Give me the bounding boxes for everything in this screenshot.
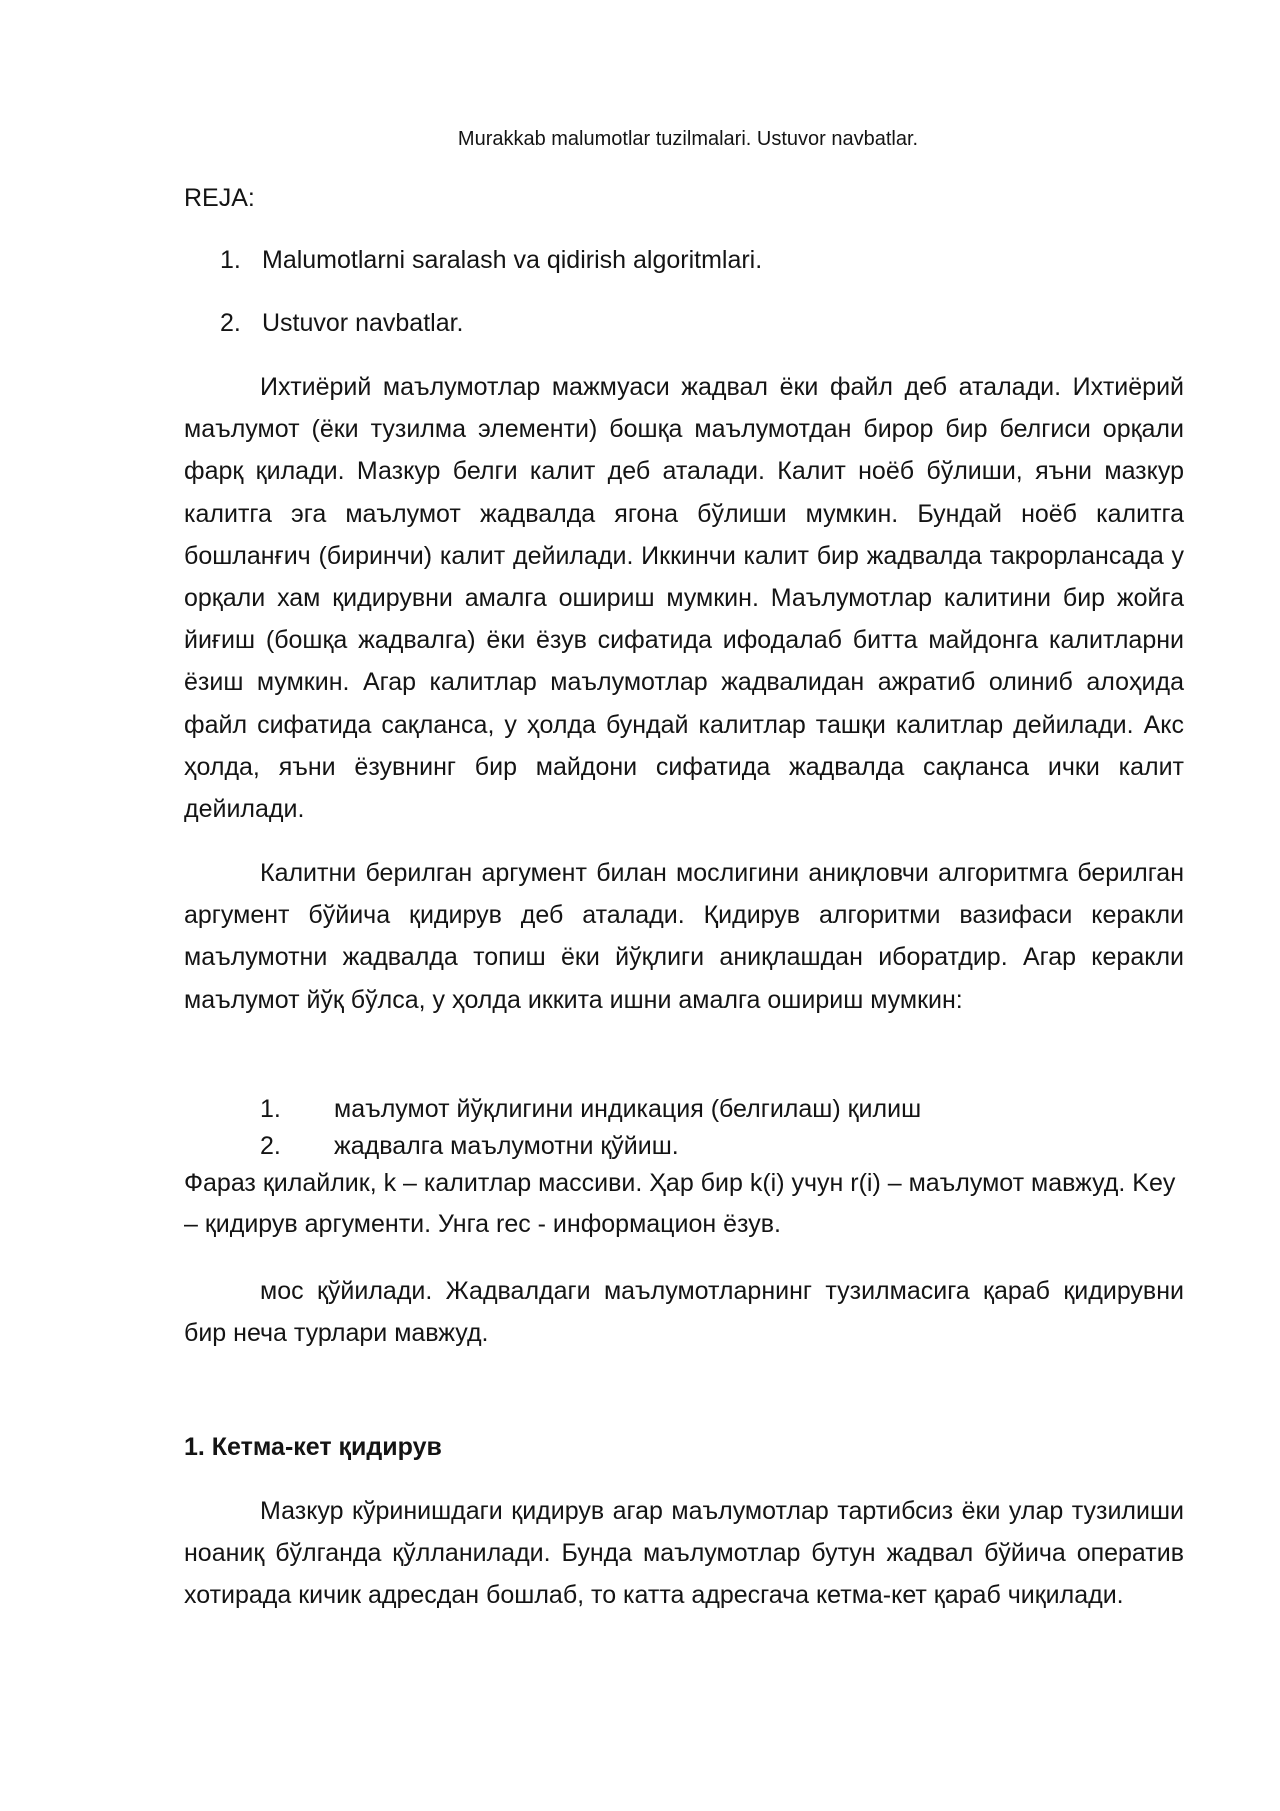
plan-item-text: Ustuvor navbatlar. — [262, 309, 464, 337]
action-item-text: маълумот йўқлигини индикация (белгилаш) қилиш — [334, 1095, 922, 1123]
plan-item-number: 2. — [220, 309, 241, 337]
paragraph-search-definition — [184, 852, 1184, 1021]
action-item-number: 2. — [260, 1132, 281, 1160]
paragraph-search-types — [184, 1270, 1184, 1354]
plan-item-text: Malumotlarni saralash va qidirish algoritmlari. — [262, 246, 763, 274]
section-heading: 1. Кетма-кет қидирув — [184, 1433, 442, 1461]
action-item-number: 1. — [260, 1095, 281, 1123]
plan-item-number: 1. — [220, 246, 241, 274]
action-item-text: жадвалга маълумотни қўйиш. — [334, 1132, 679, 1160]
plan-label: REJA: — [184, 184, 255, 212]
document-title: Murakkab malumotlar tuzilmalari. Ustuvor navbatlar. — [457, 128, 919, 150]
paragraph-search-types-text: мос қўйилади. Жадвалдаги маълумотларнинг тузилмасига қараб қидирувни бир неча турлари мавжуд. — [184, 1277, 1184, 1347]
paragraph-sequential-search — [184, 1490, 1184, 1617]
paragraph-keys — [184, 366, 1184, 830]
paragraph-search-definition-text: Калитни берилган аргумент билан мослигини аниқловчи алгоритмга берилган аргумент бўйича қидирув деб аталади. Қидирув алгоритми вазифаси керакли маълумотни жадвалда топиш ёки йўқлиги аниқлашдан иборатдир. Агар керакли маълумот йўқ бўлса, у ҳолда иккита ишни амалга ошириш мумкин: — [184, 859, 1184, 1014]
paragraph-assumption: Фараз қилайлик, k – калитлар массиви. Ҳар бир k(i) учун r(i) – маълумот мавжуд. Key – қидирув аргументи. Унга rec - информацион ёзув. — [184, 1169, 1176, 1238]
paragraph-sequential-search-text: Мазкур кўринишдаги қидирув агар маълумотлар тартибсиз ёки улар тузилиши ноаниқ бўлганда қўлланилади. Бунда маълумотлар бутун жадвал бўйича оператив хотирада кичик адресдан бошлаб, то катта адресгача кетма-кет қараб чиқилади. — [184, 1497, 1184, 1610]
paragraph-keys-text: Ихтиёрий маълумотлар мажмуаси жадвал ёки файл деб аталади. Ихтиёрий маълумот (ёки тузилма элементи) бошқа маълумотдан бирор бир белгиси орқали фарқ қилади. Мазкур белги калит деб аталади. Калит ноёб бўлиши, яъни мазкур калитга эга маълумот жадвалда ягона бўлиши мумкин. Бундай ноёб калитга бошланғич (биринчи) калит дейилади. Иккинчи калит бир жадвалда такрорлансада у орқали хам қидирувни амалга ошириш мумкин. Маълумотлар калитини бир жойга йиғиш (бошқа жадвалга) ёки ёзув сифатида ифодалаб битта майдонга калитларни ёзиш мумкин. Агар калитлар маълумотлар жадвалидан ажратиб олиниб алоҳида файл сифатида сақланса, у ҳолда бундай калитлар ташқи калитлар дейилади. Акс ҳолда, яъни ёзувнинг бир майдони сифатида жадвалда сақланса ички калит дейилади. — [184, 373, 1184, 824]
